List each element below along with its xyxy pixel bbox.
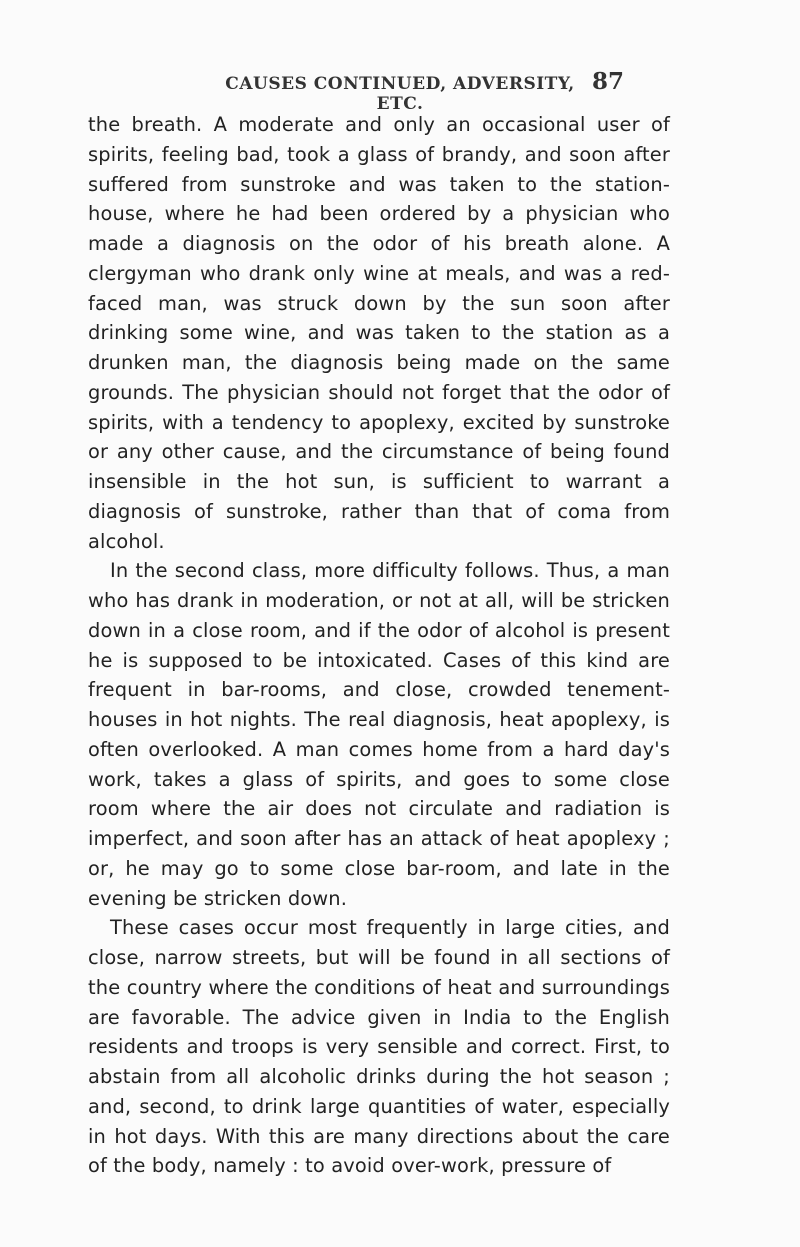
- paragraph: the breath. A moderate and only an occasional user of spirits, feeling bad, took a glass of brandy, and soon after suffered from sunstroke and was taken to the station-house, where he had been ordered by a physician who made a diagnosis on the odor of his breath alone. A clergyman who drank only wine at meals, and was a red-faced man, was struck down by the sun soon after drinking some wine, and was taken to the station as a drunken man, the diagnosis being made on the same grounds. The physician should not forget that the odor of spirits, with a tendency to apoplexy, excited by sunstroke or any other cause, and the circumstance of being found insensible in the hot sun, is sufficient to warrant a diagnosis of sunstroke, rather than that of coma from alcohol.: [88, 113, 670, 553]
- page-number: 87: [592, 68, 625, 95]
- body-text: [88, 110, 670, 1181]
- paragraph: In the second class, more difficulty follows. Thus, a man who has drank in moderation, or not at all, will be stricken down in a close room, and if the odor of alcohol is present he is supposed to be intoxicated. Cases of this kind are frequent in bar-rooms, and close, crowded tenement-houses in hot nights. The real diagnosis, heat apoplexy, is often overlooked. A man comes home from a hard day's work, takes a glass of spirits, and goes to some close room where the air does not circulate and radiation is imperfect, and soon after has an attack of heat apoplexy ; or, he may go to some close bar-room, and late in the evening be stricken down.: [88, 559, 670, 910]
- paragraph: These cases occur most frequently in large cities, and close, narrow streets, but will be found in all sections of the country where the conditions of heat and surroundings are favorable. The advice given in India to the English residents and troops is very sensible and correct. First, to abstain from all alcoholic drinks during the hot season ; and, second, to drink large quantities of water, especially in hot days. With this are many directions about the care of the body, namely : to avoid over-work, pressure of: [88, 916, 670, 1178]
- running-header: CAUSES CONTINUED, ADVERSITY, ETC.: [225, 74, 575, 114]
